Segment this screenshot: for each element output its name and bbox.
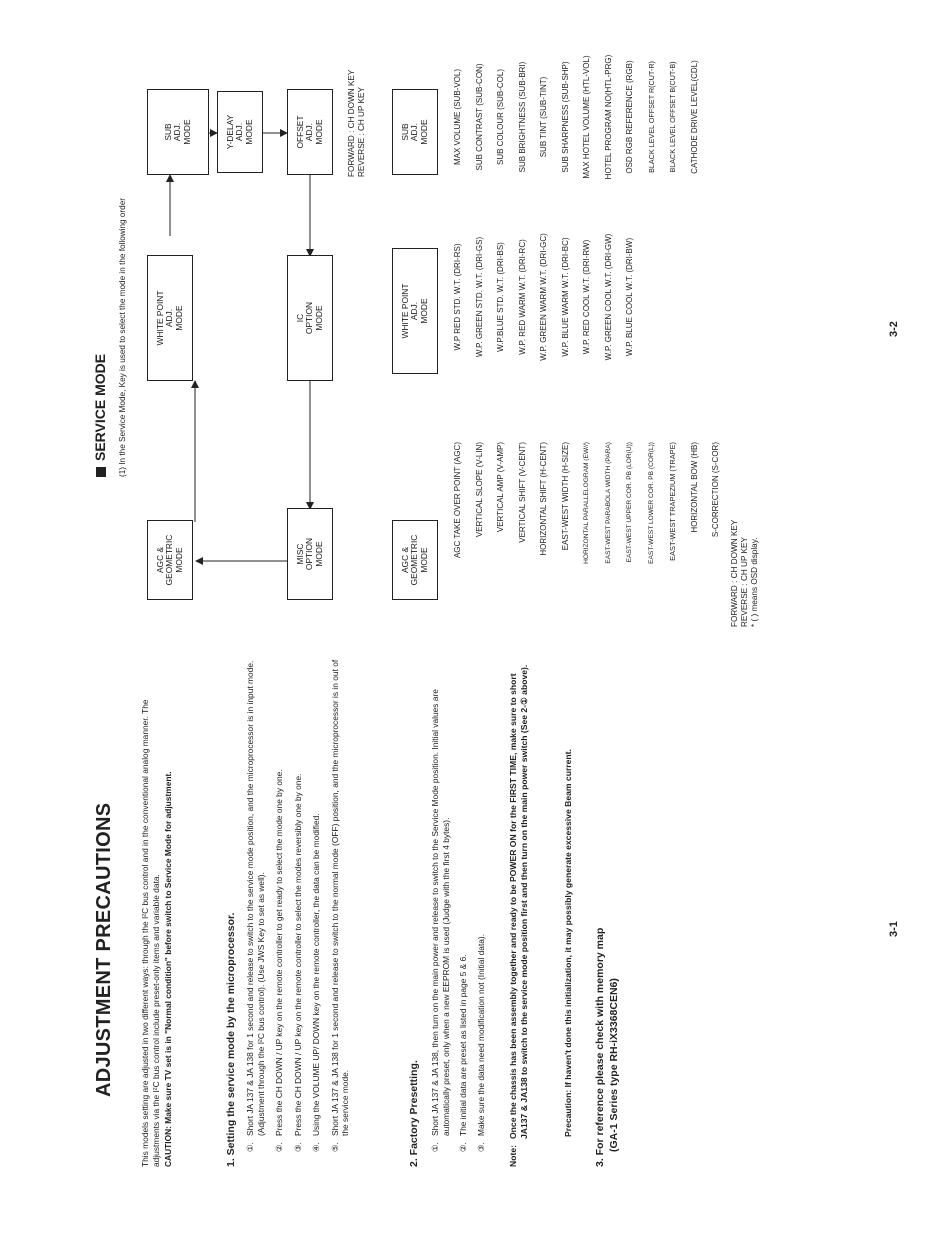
list-item: EAST-WEST TRAPEZIUM (TRAPE) (668, 442, 677, 561)
list-item: W.P.BLUE STD. W.T. (DRI-BS) (496, 242, 505, 352)
note-text: Once the chassis has been assembly together and ready to be POWER ON for the FIRST TIME, make sure to short JA137 & JA138 to switch to the service mode position first and then turn on the main power switch (See 2-① above). (508, 664, 529, 1139)
list-item: ②. Press the CH DOWN / UP key on the remote controller to get ready to select the mode one by one. (274, 769, 284, 1152)
list-item: MAX VOLUME (SUB-VOL) (453, 69, 462, 166)
list-item: W.P. RED COOL W.T. (DRI-RW) (582, 239, 591, 355)
page-number-left: 3-1 (888, 921, 900, 937)
list-item: EAST-WEST UPPER COR. PB (LOR(U)) (626, 442, 633, 563)
list-item: W.P. GREEN WARM W.T. (DRI-GC) (539, 233, 548, 361)
section1-heading: 1. Setting the service mode by the microprocessor. (225, 912, 237, 1167)
list-item: SUB CONTRAST (SUB-CON) (474, 63, 484, 171)
white-point-mode-box-2: WHITE POINT ADJ. MODE (392, 248, 438, 374)
list-item: OSD RGB REFERENCE (RGB) (625, 60, 634, 174)
list-item: W.P. BLUE COOL W.T. (DRI-BW) (625, 237, 634, 357)
list-item: W.P. GREEN COOL W.T. (DRI-GW) (603, 233, 613, 361)
sub-adj-mode-box: SUB ADJ. MODE (147, 89, 209, 175)
list-item: VERTICAL AMP (V-AMP) (496, 442, 505, 533)
list-item: SUB TINT (SUB-TINT) (539, 76, 548, 158)
list-item: EAST-WEST LOWER COR. PB (COR(L)) (647, 442, 655, 564)
service-footer: FORWARD : CH DOWN KEY REVERSE : CH UP KEY * ( ) means OSD display. (730, 519, 759, 627)
list-item: W.P RED STD. W.T. (DRI-RS) (453, 243, 462, 351)
list-item: ①. Short JA 137 & JA 138, then turn on the main power and release to switch to the Service Mode position. Initial values are automatically preset, only when a new EEPROM is used (Judge with the first 4 bytes). (430, 689, 451, 1152)
sub-adj-mode-box-2: SUB ADJ. MODE (392, 89, 438, 175)
section3-heading: 3. For reference please check with memory map (594, 927, 606, 1167)
list-item: HOTEL PROGRAM NO(HTL-PRG) (603, 54, 613, 180)
list-item: ④. Using the VOLUME UP/ DOWN key on the remote controller, the data can be modified. (311, 813, 321, 1152)
section2-heading: 2. Factory Presetting. (408, 1060, 420, 1167)
service-mode-intro: (1) In the Service Mode, Key is used to select the mode in the following order (118, 198, 127, 477)
caution-text: CAUTION: Make sure TV set is in "Normal condition" before switch to Service Mode for adjustment. (163, 771, 173, 1167)
list-item: VERTICAL SLOPE (V-LIN) (474, 442, 484, 538)
list-item: SUB SHARPNESS (SUB-SHP) (560, 61, 570, 173)
list-item: MAX HOTEL VOLUME (HTL-VOL) (582, 55, 591, 179)
ic-option-mode-box: IC OPTION MODE (287, 255, 333, 381)
precaution-text: Precaution: If haven't done this initialization, it may possibly generate excessive Beam current. (563, 749, 573, 1137)
list-item: ②. The initial data are preset as listed in page 5 & 6. (458, 954, 468, 1152)
agc-geometric-mode-box: AGC & GEOMETRIC MODE (147, 520, 193, 600)
list-item: ③. Make sure the data need modification not (Initial data). (475, 933, 486, 1152)
adjustment-precautions-title: ADJUSTMENT PRECAUTIONS (93, 802, 115, 1097)
list-item: W.P. GREEN STD. W.T. (DRI-GS) (474, 236, 484, 358)
list-item: CATHODE DRIVE LEVEL(CDL) (689, 60, 699, 174)
misc-option-mode-box: MISC OPTION MODE (287, 508, 333, 600)
list-item: SUB COLOUR (SUB-COL) (496, 69, 505, 166)
list-item: ③. Press the CH DOWN / UP key on the remote controller to select the modes reversibly one by one. (292, 773, 303, 1152)
page-number-right: 3-2 (888, 321, 900, 337)
intro-text: This models setting are adjusted in two different ways: through the I²C bus control and in the conventional analog manner. The adjustments via the I²C bus control include preset-only items and variable data. (140, 699, 161, 1167)
list-item: HORIZONTAL SHIFT (H-CENT) (539, 442, 548, 556)
y-delay-mode-box: Y-DELAY ADJ. MODE (217, 91, 263, 173)
agc-geometric-mode-box-2: AGC & GEOMETRIC MODE (392, 520, 438, 600)
list-item: EAST-WEST WIDTH (H-SIZE) (560, 442, 570, 551)
list-item: ①. Short JA 137 & JA 138 for 1 second and release to switch to the service mode position, and the microprocessor is in input mode. (Adjustment through the I²C bus control). (Use JWS Key to set as well). (245, 660, 266, 1152)
list-item: BLACK LEVEL OFFSET R(CUT-R) (646, 61, 656, 173)
list-item: S-CORRECTION (S-COR) (711, 442, 720, 538)
sub-item-list (447, 37, 705, 197)
list-item: AGC TAKE OVER POINT (AGC) (453, 442, 462, 559)
list-item: HORIZONTAL BOW (HB) (689, 442, 699, 533)
list-item: W.P. BLUE WARM W.T. (DRI-BC) (560, 237, 570, 357)
list-item: BLACK LEVEL OFFSET B(CUT-B) (668, 61, 677, 173)
note-label: Note: (508, 1145, 518, 1167)
white-point-item-list (447, 217, 641, 377)
service-mode-title: SERVICE MODE (92, 354, 108, 477)
list-item: W.P. RED WARM W.T. (DRI-RC) (517, 239, 527, 355)
list-item: EAST-WEST PARABOLA WIDTH (PARA) (604, 442, 612, 564)
list-item: SUB BRIGHTNESS (SUB-BRI) (517, 61, 527, 173)
list-item: HORIZONTAL PARALLELOGRAM (EW//) (583, 442, 590, 564)
forward-reverse-keys: FORWARD : CH DOWN KEY REVERSE : CH UP KEY (347, 69, 366, 177)
list-item: VERTICAL SHIFT (V-CENT) (517, 442, 527, 543)
list-item: ⑤. Short JA 137 & JA 138 for 1 second and release to switch to the normal mode (OFF) position, and the microprocessor is in out of the service mode. (329, 659, 350, 1152)
offset-adj-mode-box: OFFSET ADJ. MODE (287, 89, 333, 175)
agc-item-list (447, 442, 727, 692)
white-point-mode-box: WHITE POINT ADJ. MODE (147, 255, 193, 381)
section3-subheading: (GA-1 Series type RH-iX3368CEN6) (608, 978, 620, 1152)
